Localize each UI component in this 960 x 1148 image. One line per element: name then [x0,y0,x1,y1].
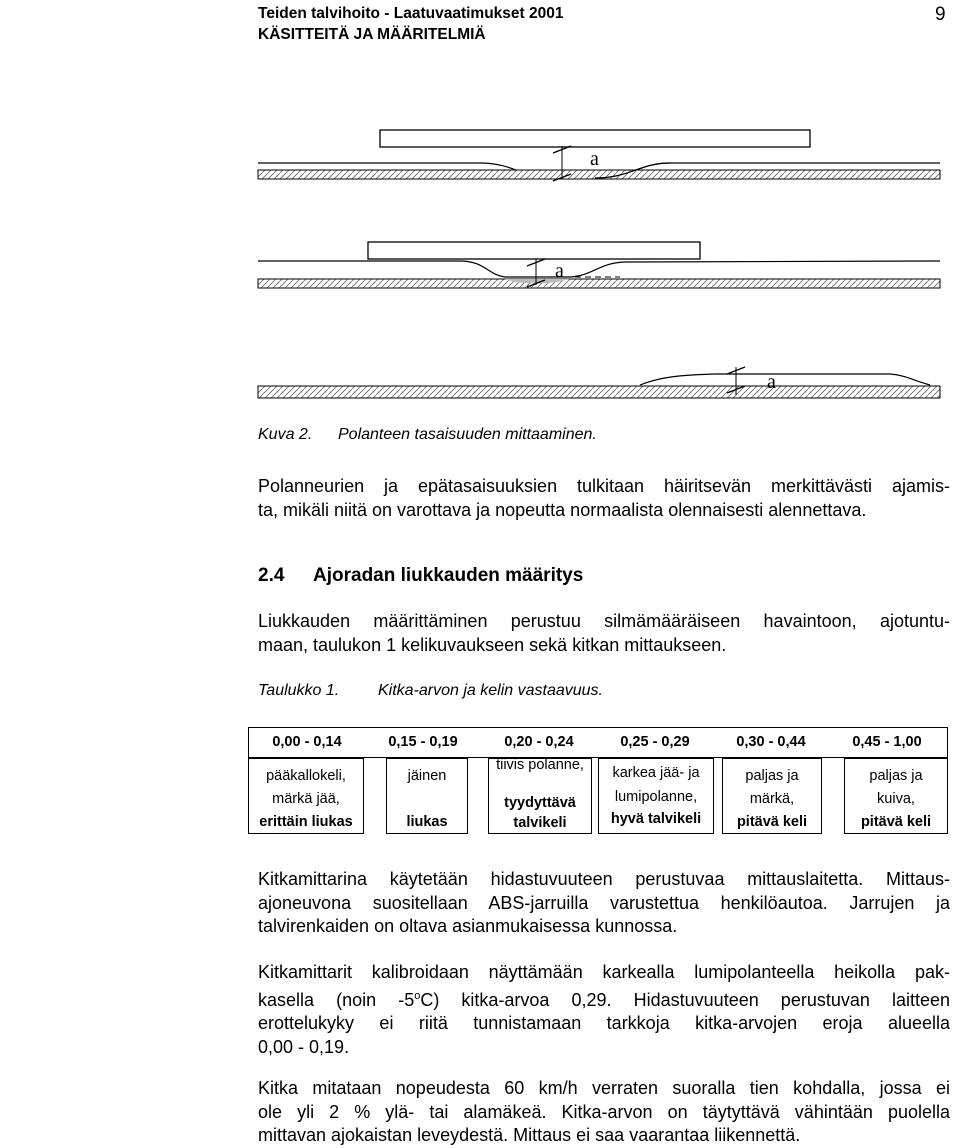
straightedge-2 [368,242,700,259]
snow-surface-2 [258,261,940,277]
cell-line: talvikeli [513,815,567,831]
paragraph-line: talvirenkaiden on oltava asianmukaisessa kunnossa. [258,916,678,936]
table-caption [258,682,603,700]
paragraph-line [258,985,950,1013]
paragraph-line: Kitkamittarit kalibroidaan näyttämään karkealla lumipolanteella heikolla pak- [258,962,950,982]
paragraph-line: ta, mikäli niitä on varottava ja nopeutta normaalista olennaisesti alennettava. [258,499,867,520]
cell-line: pitävä keli [736,814,808,830]
straightedge-1 [380,130,810,147]
figure-caption-label: Kuva 2. [258,426,313,443]
section-title: Ajoradan liukkauden määritys [313,565,584,586]
paragraph-line: Kitkamittarina käytetään hidastuvuuteen perustuvaa mittauslaitetta. Mittaus- [258,869,950,889]
label-a-3: a [767,371,776,393]
table-caption-label: Taulukko 1. [258,682,340,699]
document-subtitle: KÄSITTEITÄ JA MÄÄRITELMIÄ [258,26,486,43]
range-2: 0,20 - 0,24 [504,734,574,750]
table-cell [598,758,714,834]
page-number: 9 [935,4,946,25]
table-cell [722,758,822,834]
paragraph-line: 0,00 - 0,19. [258,1036,350,1057]
range-0: 0,00 - 0,14 [272,734,342,750]
paragraph-4 [258,961,950,1059]
cell-line: liukas [406,814,448,830]
paragraph-3 [258,868,950,939]
cell-line: pääkallokeli, [266,768,346,784]
range-1: 0,15 - 0,19 [388,734,458,750]
cell-line: karkea jää- ja [612,765,700,781]
table-cell [844,758,948,834]
figure-caption [258,426,597,444]
page-header [258,3,564,45]
table-header-row [248,727,948,758]
paragraph-line: maan, taulukon 1 kelikuvaukseen sekä kitkan mittaukseen. [258,634,727,655]
diagram-2 [258,242,940,288]
cell-line: märkä jää, [272,791,340,807]
table-cell [386,758,468,834]
snow-surface-3 [640,374,930,385]
paragraph-line: ajoneuvona suositellaan ABS-jarruilla varustettua henkilöautoa. Jarrujen ja [258,892,950,913]
paragraph-1 [258,475,950,522]
table-cell [488,758,592,834]
label-a-2: a [555,260,564,282]
cell-line: erittäin liukas [259,814,353,830]
document-title: Teiden talvihoito - Laatuvaatimukset 2001 [258,5,564,22]
cell-line: pitävä keli [860,814,932,830]
section-number: 2.4 [258,565,285,586]
table-cell [248,758,364,834]
polanne-measurement-figure [250,125,950,425]
range-3: 0,25 - 0,29 [620,734,690,750]
road-base-2 [258,279,940,288]
paragraph-line: Kitka mitataan nopeudesta 60 km/h verraten suoralla tien kohdalla, jossa ei [258,1078,950,1098]
road-base-3 [258,386,940,398]
cell-line: kuiva, [877,791,915,807]
paragraph-line: ole yli 2 % ylä- tai alamäkeä. Kitka-arvon on täytyttävä vähintään puolella [258,1101,950,1122]
figure-caption-text: Polanteen tasaisuuden mittaaminen. [338,426,597,443]
table-caption-text: Kitka-arvon ja kelin vastaavuus. [378,682,603,699]
range-4: 0,30 - 0,44 [736,734,806,750]
paragraph-2 [258,610,950,657]
cell-line: jäinen [407,768,447,784]
paragraph-5 [258,1077,950,1148]
cell-line: paljas ja [869,768,923,784]
line-part: C) kitka-arvoa 0,29. Hidastuvuuteen perustuvan laitteen [420,989,950,1010]
degree-sup: o [414,989,421,1002]
cell-line: tyydyttävä [504,795,576,811]
paragraph-line: Polanneurien ja epätasaisuuksien tulkitaan häiritsevän merkittävästi ajamis- [258,476,950,496]
section-heading [258,565,583,587]
table-body-row [248,758,948,836]
cell-line: tiivis polanne, [496,757,584,773]
paragraph-line: mittavan ajokaistan leveydestä. Mittaus ei saa vaarantaa liikennettä. [258,1125,801,1145]
cell-line: lumipolanne, [614,789,698,805]
diagram-1 [258,130,940,181]
cell-line: hyvä talvikeli [610,811,702,827]
range-5: 0,45 - 1,00 [852,734,922,750]
paragraph-line: erottelukyky ei riitä tunnistamaan tarkkoja kitka-arvojen eroja alueella [258,1013,950,1033]
cell-line: paljas ja [745,768,799,784]
cell-line: märkä, [749,791,795,807]
paragraph-line: Liukkauden määrittäminen perustuu silmämääräiseen havaintoon, ajotuntu- [258,611,950,631]
line-part: kasella (noin -5 [258,989,415,1010]
diagram-3 [258,367,940,398]
label-a-1: a [590,148,599,170]
friction-table [248,727,948,837]
